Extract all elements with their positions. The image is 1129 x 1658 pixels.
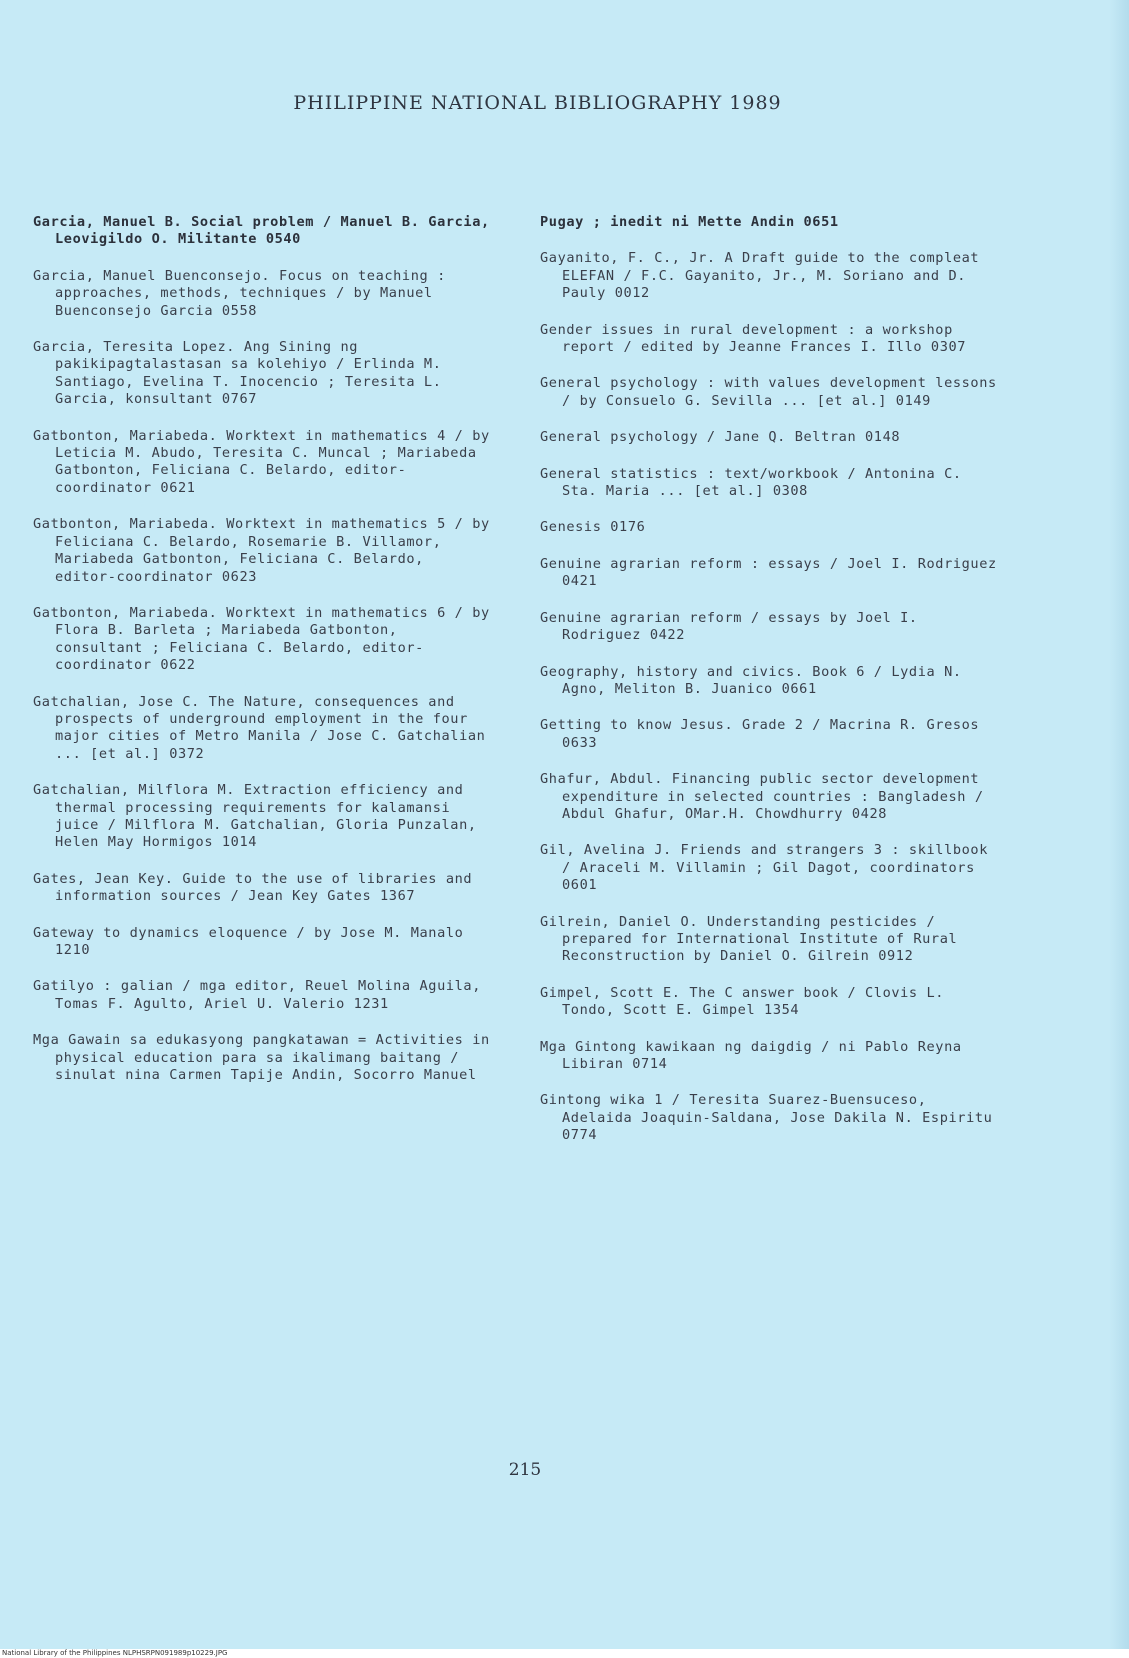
bibliography-entry: Garcia, Manuel B. Social problem / Manuel B. Garcia, Leovigildo O. Militante 0540 (33, 214, 490, 248)
bibliography-entry: Garcia, Manuel Buenconsejo. Focus on teaching : approaches, methods, techniques / by Manuel Buenconsejo Garcia 0558 (33, 267, 446, 319)
bibliography-entry: Gatchalian, Milflora M. Extraction efficiency and thermal processing requirements for kalamansi juice / Milflora M. Gatchalian, Gloria Punzalan, Helen May Hormigos 1014 (33, 782, 477, 851)
page-edge-shadow (1109, 0, 1129, 1650)
bibliography-entry: Getting to know Jesus. Grade 2 / Macrina R. Gresos 0633 (540, 717, 980, 751)
bibliography-entry: Gayanito, F. C., Jr. A Draft guide to the compleat ELEFAN / F.C. Gayanito, Jr., M. Soriano and D. Pauly 0012 (540, 250, 980, 302)
bibliography-entry: Gilrein, Daniel O. Understanding pesticides / prepared for International Institute of Rural Reconstruction by Daniel O. Gilrein 0912 (540, 913, 958, 965)
bibliography-entry: Ghafur, Abdul. Financing public sector development expenditure in selected countries : Bangladesh / Abdul Ghafur, OMar.H. Chowdhurry 0428 (540, 771, 984, 822)
bibliography-entry: Genuine agrarian reform : essays / Joel I. Rodriguez 0421 (540, 555, 997, 590)
bibliography-entry: Gatchalian, Jose C. The Nature, consequences and prospects of underground employment in the four major cities of Metro Manila / Jose C. Gatchalian ... [et al.] 0372 (33, 693, 486, 762)
page-title: PHILIPPINE NATIONAL BIBLIOGRAPHY 1989 (293, 92, 782, 114)
scan-caption: National Library of the Philippines NLPHSRPN091989p10229.JPG (0, 1649, 1129, 1658)
page-number: 215 (508, 1460, 542, 1480)
right-column (540, 214, 1000, 1164)
bibliography-entry: Gates, Jean Key. Guide to the use of libraries and information sources / Jean Key Gates 1367 (33, 870, 473, 905)
bibliography-entry: Pugay ; inedit ni Mette Andin 0651 (540, 214, 839, 230)
bibliography-entry: Garcia, Teresita Lopez. Ang Sining ng pakikipagtalastasan sa kolehiyo / Erlinda M. Santiago, Evelina T. Inocencio ; Teresita L. Garcia, konsultant 0767 (33, 339, 442, 408)
bibliography-entry: Gatbonton, Mariabeda. Worktext in mathematics 5 / by Feliciana C. Belardo, Rosemarie B. Villamor, Mariabeda Gatbonton, Feliciana C. Belardo, editor-coordinator 0623 (33, 516, 490, 585)
bibliography-entry: General psychology : with values development lessons / by Consuelo G. Sevilla ... [et al.] 0149 (540, 375, 997, 409)
bibliography-entry: Gatbonton, Mariabeda. Worktext in mathematics 4 / by Leticia M. Abudo, Teresita C. Muncal ; Mariabeda Gatbonton, Feliciana C. Belardo, editor-coordinator 0621 (33, 427, 490, 496)
bibliography-entry: Gatilyo : galian / mga editor, Reuel Molina Aguila, Tomas F. Agulto, Ariel U. Valerio 1231 (33, 978, 481, 1012)
bibliography-entry: Gatbonton, Mariabeda. Worktext in mathematics 6 / by Flora B. Barleta ; Mariabeda Gatbonton, consultant ; Feliciana C. Belardo, editor-coordinator 0622 (33, 604, 490, 674)
bibliography-entry: Genuine agrarian reform / essays by Joel I. Rodriguez 0422 (540, 609, 918, 644)
bibliography-entry: Gil, Avelina J. Friends and strangers 3 : skillbook / Araceli M. Villamin ; Gil Dagot, coordinators 0601 (540, 842, 988, 894)
bibliography-entry: Gateway to dynamics eloquence / by Jose M. Manalo 1210 (33, 924, 464, 958)
bibliography-entry: Gintong wika 1 / Teresita Suarez-Buensuceso, Adelaida Joaquin-Saldana, Jose Dakila N. Espiritu 0774 (540, 1092, 993, 1144)
bibliography-entry: Geography, history and civics. Book 6 / Lydia N. Agno, Meliton B. Juanico 0661 (540, 663, 962, 697)
bibliography-entry: Gender issues in rural development : a workshop report / edited by Jeanne Frances I. Illo 0307 (540, 321, 967, 356)
left-column (33, 214, 493, 1103)
bibliography-entry: Gimpel, Scott E. The C answer book / Clovis L. Tondo, Scott E. Gimpel 1354 (540, 984, 945, 1019)
bibliography-entry: Genesis 0176 (540, 519, 646, 536)
bibliography-entry: Mga Gintong kawikaan ng daigdig / ni Pablo Reyna Libiran 0714 (540, 1038, 962, 1072)
bibliography-entry: Mga Gawain sa edukasyong pangkatawan = Activities in physical education para sa ikalimang baitang / sinulat nina Carmen Tapije Andin, Socorro Manuel (33, 1032, 490, 1084)
bibliography-entry: General statistics : text/workbook / Antonina C. Sta. Maria ... [et al.] 0308 (540, 465, 962, 500)
bibliography-entry: General psychology / Jane Q. Beltran 0148 (540, 429, 901, 446)
